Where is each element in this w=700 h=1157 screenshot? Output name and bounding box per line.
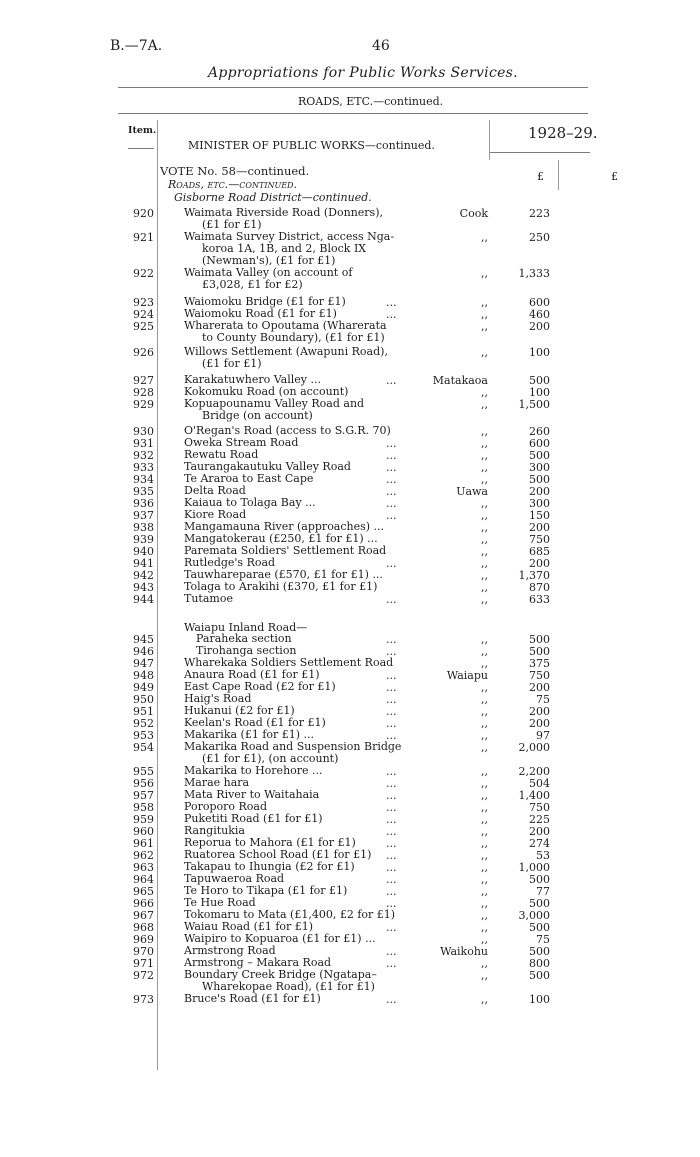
leader-dots: ... [386,957,397,970]
amount: 75 [536,693,550,706]
leader-dots: ... [386,813,397,826]
item-number: 920 [133,207,154,220]
item-number: 954 [133,741,154,754]
leader-dots: ... [386,296,397,309]
leader-dots: ... [386,837,397,850]
item-description: Ruatorea School Road (£1 for £1) [184,848,372,861]
amount: 274 [529,837,550,850]
leader-dots: ... [386,593,397,606]
item-description: Poroporo Road [184,800,268,813]
item-number: 927 [133,374,154,387]
electorate: ,, [481,308,488,321]
item-description-continued: Bridge (on account) [202,409,313,422]
item-description: Tauwhareparae (£570, £1 for £1) ... [184,568,383,581]
electorate: ,, [481,873,488,886]
leader-dots: ... [386,437,397,450]
section-subtitle: ROADS, ETC.—continued. [298,95,444,108]
amount: 500 [529,969,550,982]
electorate: Waikohu [440,945,488,958]
electorate: ,, [481,509,488,522]
electorate: ,, [481,593,488,606]
amount: 500 [529,374,550,387]
electorate: ,, [481,921,488,934]
leader-dots: ... [386,801,397,814]
item-number: 952 [133,717,154,730]
electorate: ,, [481,897,488,910]
electorate: ,, [481,933,488,946]
item-column-header: Item. [128,125,157,136]
amount: 3,000 [518,909,550,922]
item-number: 964 [133,873,154,886]
amount: 300 [529,497,550,510]
item-number: 955 [133,765,154,778]
amount: 53 [536,849,550,862]
item-number: 965 [133,885,154,898]
item-description: Waimata Survey District, access Nga- [184,230,395,243]
item-number: 968 [133,921,154,934]
electorate: ,, [481,521,488,534]
item-description: Makarika Road and Suspension Bridge [184,740,402,753]
item-description-continued: (£1 for £1) [202,218,262,231]
item-description: Waiomoku Bridge (£1 for £1) [184,295,346,308]
electorate: ,, [481,789,488,802]
electorate: ,, [481,969,488,982]
item-number: 929 [133,398,154,411]
electorate: Uawa [456,485,488,498]
subtitle-rule [118,113,588,114]
electorate: ,, [481,461,488,474]
electorate: ,, [481,849,488,862]
item-description: Takapau to Ihungia (£2 for £1) [184,860,355,873]
electorate: ,, [481,437,488,450]
electorate: ,, [481,801,488,814]
item-description-continued: (£1 for £1) [202,357,262,370]
item-number: 966 [133,897,154,910]
leader-dots: ... [386,729,397,742]
amount: 460 [529,308,550,321]
item-description: Oweka Stream Road [184,436,299,449]
leader-dots: ... [386,885,397,898]
amount: 100 [529,993,550,1006]
page-number: 46 [372,38,390,54]
item-description: Wharekaka Soldiers Settlement Road [184,656,394,669]
item-description: Te Horo to Tikapa (£1 for £1) [184,884,348,897]
electorate: ,, [481,957,488,970]
amount: 1,370 [518,569,550,582]
leader-dots: ... [386,921,397,934]
amount: 200 [529,485,550,498]
amount: 500 [529,473,550,486]
item-description-continued: to County Boundary), (£1 for £1) [202,331,385,344]
amount: 300 [529,461,550,474]
leader-dots: ... [386,945,397,958]
amount: 1,400 [518,789,550,802]
leader-dots: ... [386,873,397,886]
item-number: 932 [133,449,154,462]
item-number: 942 [133,569,154,582]
item-number: 951 [133,705,154,718]
electorate: ,, [481,693,488,706]
item-number: 922 [133,267,154,280]
item-number: 930 [133,425,154,438]
item-number: 959 [133,813,154,826]
leader-dots: ... [386,849,397,862]
electorate: ,, [481,729,488,742]
item-description: Keelan's Road (£1 for £1) [184,716,326,729]
item-number: 934 [133,473,154,486]
item-description: Boundary Creek Bridge (Ngatapa– [184,968,377,981]
item-number: 944 [133,593,154,606]
amount: 800 [529,957,550,970]
electorate: ,, [481,425,488,438]
electorate: ,, [481,813,488,826]
amount: 200 [529,320,550,333]
item-description: Tokomaru to Mata (£1,400, £2 for £1) [184,908,396,921]
electorate: ,, [481,633,488,646]
leader-dots: ... [386,765,397,778]
item-description: Te Hue Road [184,896,256,909]
electorate: ,, [481,681,488,694]
item-description: Taurangakautuku Valley Road [184,460,351,473]
item-description: Rutledge's Road [184,556,276,569]
item-description-continued: (Newman's), (£1 for £1) [202,254,336,267]
item-description: Waiomoku Road (£1 for £1) [184,307,337,320]
amount: 97 [536,729,550,742]
leader-dots: ... [386,705,397,718]
electorate: ,, [481,885,488,898]
leader-dots: ... [386,777,397,790]
electorate: ,, [481,231,488,244]
item-description: Anaura Road (£1 for £1) [184,668,320,681]
electorate: ,, [481,533,488,546]
electorate: ,, [481,581,488,594]
item-number: 953 [133,729,154,742]
item-number: 933 [133,461,154,474]
item-description: O'Regan's Road (access to S.G.R. 70) [184,424,391,437]
roads-heading: Roads, etc.—continued. [168,178,297,191]
leader-dots: ... [386,485,397,498]
amount: 150 [529,509,550,522]
electorate: ,, [481,909,488,922]
electorate: ,, [481,657,488,670]
item-description: Armstrong – Makara Road [184,956,332,969]
leader-dots: ... [386,789,397,802]
amount: 260 [529,425,550,438]
document-reference: B.—7A. [110,38,163,54]
leader-dots: ... [386,557,397,570]
item-description: Bruce's Road (£1 for £1) [184,992,321,1005]
leader-dots: ... [386,717,397,730]
amount: 600 [529,296,550,309]
leader-dots: ... [386,645,397,658]
item-number: 945 [133,633,154,646]
total-column-rule [558,160,559,190]
electorate: Waiapu [446,669,488,682]
item-description: Puketiti Road (£1 for £1) [184,812,323,825]
leader-dots: ... [386,473,397,486]
amount: 870 [529,581,550,594]
item-number: 936 [133,497,154,510]
item-description: Karakatuwhero Valley ... [184,373,321,386]
electorate: ,, [481,765,488,778]
item-number: 960 [133,825,154,838]
item-description-continued: £3,028, £1 for £2) [202,278,303,291]
item-description: Kiore Road [184,508,247,521]
item-description: Te Araroa to East Cape [184,472,314,485]
amount: 500 [529,945,550,958]
electorate: ,, [481,557,488,570]
amount: 500 [529,897,550,910]
item-number: 923 [133,296,154,309]
amount: 685 [529,545,550,558]
item-number: 962 [133,849,154,862]
item-number: 971 [133,957,154,970]
item-number: 935 [133,485,154,498]
leader-dots: ... [386,681,397,694]
item-description-continued: (£1 for £1), (on account) [202,752,339,765]
item-description: East Cape Road (£2 for £1) [184,680,336,693]
electorate: ,, [481,645,488,658]
item-description: Reporua to Mahora (£1 for £1) [184,836,356,849]
item-description: Marae hara [184,776,250,789]
leader-dots: ... [386,374,397,387]
electorate: ,, [481,705,488,718]
amount: 225 [529,813,550,826]
item-number: 956 [133,777,154,790]
leader-dots: ... [386,509,397,522]
amount: 1,500 [518,398,550,411]
electorate: ,, [481,861,488,874]
item-description: Paremata Soldiers' Settlement Road [184,544,387,557]
electorate: ,, [481,320,488,333]
item-description: Delta Road [184,484,246,497]
item-number: 924 [133,308,154,321]
item-description: Rangitukia [184,824,245,837]
amount: 100 [529,386,550,399]
item-number: 941 [133,557,154,570]
item-description: Kokomuku Road (on account) [184,385,349,398]
item-description: Tapuwaeroa Road [184,872,285,885]
item-column-rule [157,120,158,1070]
item-description: Waimata Riverside Road (Donners), [184,206,383,219]
item-number: 973 [133,993,154,1006]
leader-dots: ... [386,449,397,462]
item-number: 961 [133,837,154,850]
item-description: Waipiro to Kopuaroa (£1 for £1) ... [184,932,376,945]
amount: 2,000 [518,741,550,754]
item-description: Makarika (£1 for £1) ... [184,728,315,741]
amount: 500 [529,633,550,646]
item-description-continued: Wharekopae Road), (£1 for £1) [202,980,375,993]
item-number: 928 [133,386,154,399]
item-number: 957 [133,789,154,802]
item-description-continued: koroa 1A, 1B, and 2, Block IX [202,242,367,255]
item-description: Mata River to Waitahaia [184,788,320,801]
item-description: Paraheka section [196,632,292,645]
amount: 200 [529,681,550,694]
item-number: 937 [133,509,154,522]
leader-dots: ... [386,861,397,874]
leader-dots: ... [386,633,397,646]
item-number: 926 [133,346,154,359]
amount: 750 [529,533,550,546]
item-description: Haig's Road [184,692,252,705]
item-number: 958 [133,801,154,814]
currency-heading-2: £ [611,170,618,183]
amount: 500 [529,873,550,886]
item-number: 943 [133,581,154,594]
currency-heading-1: £ [537,170,544,183]
amount: 200 [529,717,550,730]
year-underline [490,152,590,153]
amount: 77 [536,885,550,898]
amount: 600 [529,437,550,450]
title-rule [118,87,588,88]
amount: 750 [529,669,550,682]
page-title: Appropriations for Public Works Services. [208,65,518,81]
amount: 375 [529,657,550,670]
electorate: ,, [481,837,488,850]
electorate: ,, [481,449,488,462]
item-description: Hukanui (£2 for £1) [184,704,295,717]
item-description: Tirohanga section [196,644,297,657]
amount: 500 [529,449,550,462]
electorate: ,, [481,741,488,754]
item-description: Waimata Valley (on account of [184,266,353,279]
item-description: Tutamoe [184,592,233,605]
item-number: 972 [133,969,154,982]
electorate: Cook [459,207,488,220]
waiapu-inland-subheading: Waiapu Inland Road— [184,621,308,634]
item-number: 969 [133,933,154,946]
item-description: Tolaga to Arakihi (£370, £1 for £1) [184,580,378,593]
amount: 200 [529,521,550,534]
amount: 200 [529,825,550,838]
electorate: ,, [481,296,488,309]
item-number: 940 [133,545,154,558]
amount: 200 [529,557,550,570]
minister-heading-text: MINISTER OF PUBLIC WORKS—continued. [188,139,435,152]
item-number: 931 [133,437,154,450]
item-description: Kaiaua to Tolaga Bay ... [184,496,316,509]
amount: 200 [529,705,550,718]
electorate: Matakaoa [432,374,488,387]
item-number: 921 [133,231,154,244]
leader-dots: ... [386,693,397,706]
item-description: Waiau Road (£1 for £1) [184,920,314,933]
amount: 1,000 [518,861,550,874]
electorate: ,, [481,398,488,411]
item-description: Makarika to Horehore ... [184,764,323,777]
leader-dots: ... [386,993,397,1006]
minister-heading [188,139,435,152]
amount: 100 [529,346,550,359]
electorate: ,, [481,267,488,280]
item-number: 948 [133,669,154,682]
amount: 75 [536,933,550,946]
item-description: Mangatokerau (£250, £1 for £1) ... [184,532,378,545]
amount: 1,333 [518,267,550,280]
item-header-underline [128,148,154,149]
item-description: Willows Settlement (Awapuni Road), [184,345,388,358]
amount-column-rule [489,120,490,160]
district-heading: Gisborne Road District—continued. [174,191,372,204]
item-description: Armstrong Road [184,944,276,957]
item-description: Mangamauna River (approaches) ... [184,520,385,533]
item-number: 963 [133,861,154,874]
amount: 504 [529,777,550,790]
electorate: ,, [481,569,488,582]
item-number: 939 [133,533,154,546]
electorate: ,, [481,346,488,359]
item-number: 938 [133,521,154,534]
leader-dots: ... [386,897,397,910]
item-description: Kopuapounamu Valley Road and [184,397,365,410]
item-description: Wharerata to Opoutama (Wharerata [184,319,387,332]
leader-dots: ... [386,669,397,682]
item-number: 925 [133,320,154,333]
year-heading: 1928–29. [528,124,598,142]
amount: 750 [529,801,550,814]
electorate: ,, [481,386,488,399]
amount: 223 [529,207,550,220]
leader-dots: ... [386,308,397,321]
item-number: 949 [133,681,154,694]
amount: 250 [529,231,550,244]
item-number: 946 [133,645,154,658]
item-description: Rewatu Road [184,448,259,461]
electorate: ,, [481,825,488,838]
electorate: ,, [481,473,488,486]
electorate: ,, [481,545,488,558]
item-number: 950 [133,693,154,706]
amount: 633 [529,593,550,606]
leader-dots: ... [386,497,397,510]
vote-heading: VOTE No. 58—continued. [160,164,310,178]
amount: 500 [529,645,550,658]
leader-dots: ... [386,461,397,474]
electorate: ,, [481,717,488,730]
electorate: ,, [481,777,488,790]
amount: 2,200 [518,765,550,778]
amount: 500 [529,921,550,934]
item-number: 947 [133,657,154,670]
item-number: 967 [133,909,154,922]
item-number: 970 [133,945,154,958]
electorate: ,, [481,497,488,510]
leader-dots: ... [386,825,397,838]
electorate: ,, [481,993,488,1006]
